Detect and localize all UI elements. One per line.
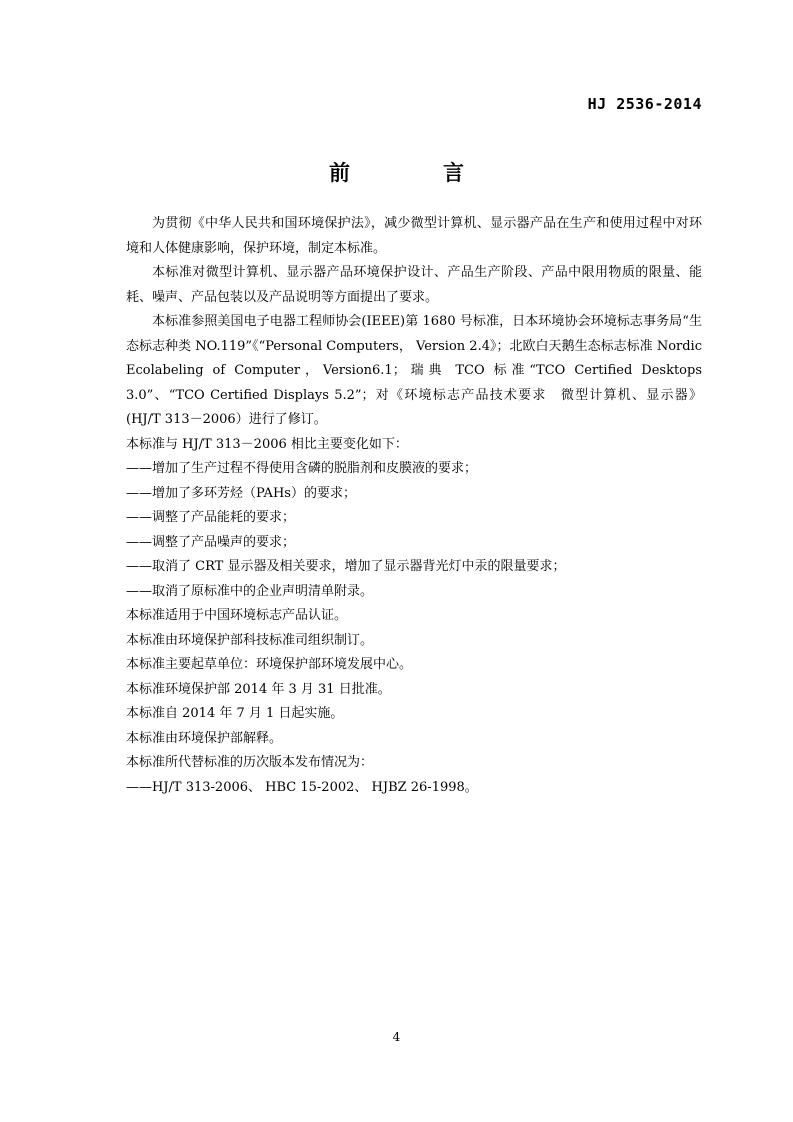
document-body [126, 212, 702, 800]
list-item: ——调整了产品能耗的要求； [126, 510, 296, 525]
text-line: 本标准由环境保护部科技标准司组织制订。 [126, 632, 374, 648]
list-item: ——调整了产品噪声的要求； [126, 534, 296, 550]
list-item: ——取消了 CRT 显示器及相关要求，增加了显示器背光灯中汞的限量要求； [126, 559, 566, 574]
text-line: 本标准主要起草单位：环境保护部环境发展中心。 [126, 657, 413, 672]
list-item: ——增加了多环芳烃（PAHs）的要求； [126, 485, 356, 501]
text-line: 本标准由环境保护部解释。 [126, 730, 283, 746]
paragraph: 本标准对微型计算机、显示器产品环境保护设计、产品生产阶段、产品中限用物质的限量、能耗、噪声、产品包装以及产品说明等方面提出了要求。 [126, 265, 702, 305]
text-line: 本标准适用于中国环境标志产品认证。 [126, 608, 348, 623]
paragraph: 为贯彻《中华人民共和国环境保护法》，减少微型计算机、显示器产品在生产和使用过程中对环境和人体健康影响，保护环境，制定本标准。 [126, 216, 702, 256]
text-line: 本标准环境保护部 2014 年 3 月 31 日批准。 [126, 681, 391, 697]
list-item: ——HJ/T 313-2006、 HBC 15-2002、 HJBZ 26-1998。 [126, 779, 478, 795]
page-title: 前 言 [329, 161, 500, 185]
text-line: 本标准与 HJ/T 313－2006 相比主要变化如下： [126, 436, 408, 452]
paragraph: 本标准参照美国电子电器工程师协会(IEEE)第 1680 号标准，日本环境协会环境标志事务局“生态标志种类 NO.119”《“Personal Computers， Version 2.4》；北欧白天鹅生态标志标准 Nordic Ecolabeling of Computer，Version6.1；瑞典 TCO 标准“TCO Certified Desktops 3.0”、“TCO Certified Displays 5.2”；对《环境标志产品技术要求 微型计算机、显示器》(HJ/T 313－2006）进行了修订。 [126, 314, 702, 427]
text-line: 本标准自 2014 年 7 月 1 日起实施。 [126, 706, 344, 721]
list-item: ——增加了生产过程不得使用含磷的脱脂剂和皮膜液的要求； [126, 461, 478, 476]
standard-code: HJ 2536-2014 [587, 95, 702, 113]
text-line: 本标准所代替标准的历次版本发布情况为： [126, 755, 374, 770]
list-item: ——取消了原标准中的企业声明清单附录。 [126, 583, 374, 599]
page-number: 4 [392, 1030, 401, 1044]
